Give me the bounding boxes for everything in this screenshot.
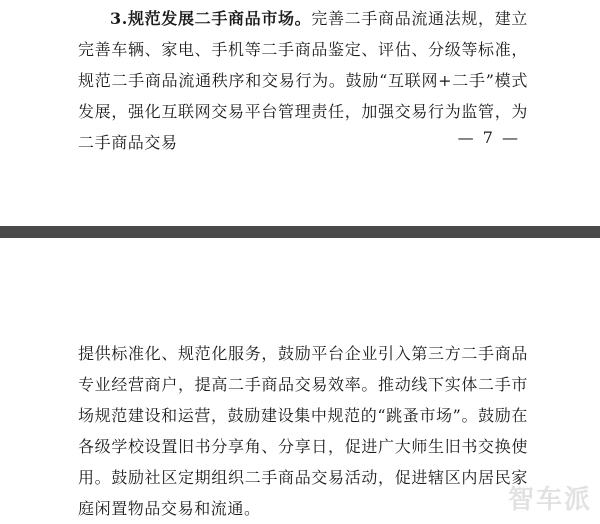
page-number: — 7 — <box>457 128 520 147</box>
document-page-top <box>0 0 600 226</box>
watermark-logo: 智车派 <box>507 485 592 515</box>
page-separator <box>0 226 600 238</box>
paragraph-top-body: 完善二手商品流通法规，建立完善车辆、家电、手机等二手商品鉴定、评估、分级等标准，规范二手商品流通秩序和交易行为。鼓励“互联网+二手”模式发展，强化互联网交易平台管理责任，加强交易行为监管，为二手商品交易 <box>78 9 528 152</box>
section-heading: 3.规范发展二手商品市场。 <box>110 9 312 28</box>
paragraph-bottom: 提供标准化、规范化服务，鼓励平台企业引入第三方二手商品专业经营商户，提高二手商品交易效率。推动线下实体二手市场规范建设和运营，鼓励建设集中规范的“跳蚤市场”。鼓励在各级学校设置旧书分享角、分享日，促进广大师生旧书交换使用。鼓励社区定期组织二手商品交易活动，促进辖区内居民家庭闲置物品交易和流通。 <box>78 344 528 518</box>
